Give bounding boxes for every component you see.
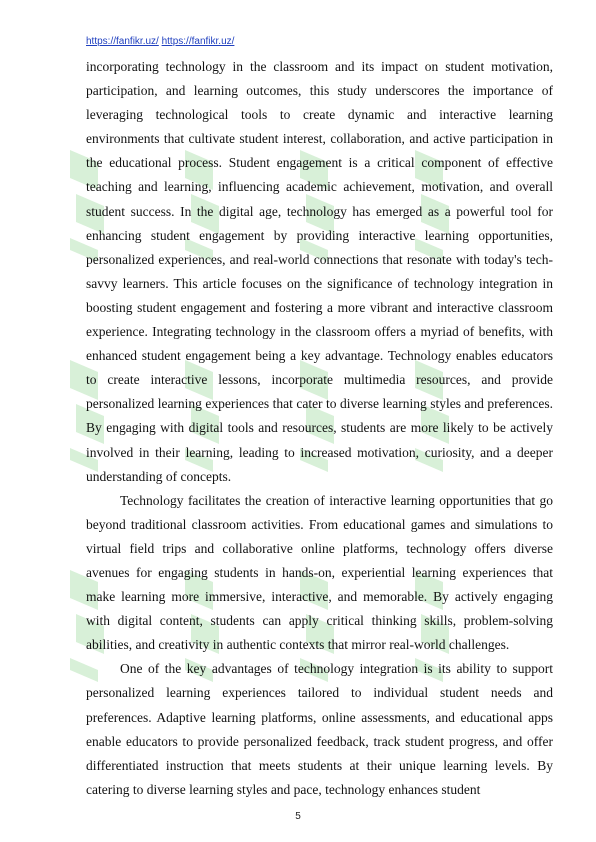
page-number: 5: [295, 811, 301, 822]
header-link-2[interactable]: https://fanfikr.uz/: [161, 36, 235, 47]
document-body: [86, 55, 553, 802]
paragraph-1: incorporating technology in the classroom and its impact on student motivation, participation, and learning outcomes, this study underscores the importance of leveraging technological tools to create dynamic and interactive learning environments that cultivate student interest, collaboration, and active participation in the educational process. Student engagement is a critical component of effective teaching and learning, influencing academic achievement, motivation, and overall student success. In the digital age, technology has emerged as a powerful tool for enhancing student engagement by providing interactive learning opportunities, personalized experiences, and real-world connections that resonate with today's tech-savvy learners. This article focuses on the significance of technology integration in boosting student engagement and fostering a more vibrant and interactive classroom experience. Integrating technology in the classroom offers a myriad of benefits, with enhanced student engagement being a key advantage. Technology enables educators to create interactive lessons, incorporate multimedia resources, and provide personalized learning experiences that cater to diverse learning styles and preferences. By engaging with digital tools and resources, students are more likely to be actively involved in their learning, leading to increased motivation, curiosity, and a deeper understanding of concepts.: [86, 59, 553, 484]
paragraph-3: One of the key advantages of technology integration is its ability to support personalized learning experiences tailored to individual student needs and preferences. Adaptive learning platforms, online assessments, and educational apps enable educators to provide personalized feedback, track student progress, and offer differentiated instruction that meets students at their unique learning levels. By catering to diverse learning styles and pace, technology enhances student: [86, 661, 553, 797]
paragraph-2: Technology facilitates the creation of interactive learning opportunities that go beyond traditional classroom activities. From educational games and simulations to virtual field trips and collaborative online platforms, technology offers diverse avenues for engaging students in hands-on, experiential learning experiences that make learning more immersive, interactive, and memorable. By actively engaging with digital content, students can apply critical thinking skills, problem-solving abilities, and creativity in authentic contexts that mirror real-world challenges.: [86, 492, 553, 653]
header-link-1[interactable]: https://fanfikr.uz/: [86, 36, 159, 47]
page-header: [86, 36, 234, 47]
